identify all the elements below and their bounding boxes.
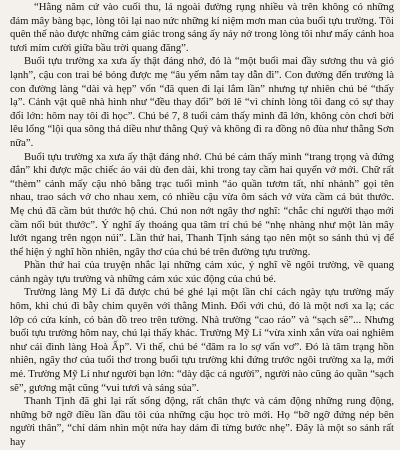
paragraph-2: Buổi tựu trường xa xưa ấy thật đáng nhớ, đó là “một buổi mai đầy sương thu và gió lạnh”, cậu con trai bé bỏng được mẹ “âu yếm nắm tay dẫn đi”. Con đường đến trường là con đường làng “dài và hẹp” vốn “đã quen đi lại lắm lần” nhưng tự nhiên chú bé “thấy lạ”. Cảnh vật quê nhà hình như “đều thay đổi” bởi lẽ “vì chính lòng tôi đang có sự thay đổi lớn: hôm nay tôi đi học”. Chú bé 7, 8 tuổi cảm thấy mình đã lớn, không còn chơi bời lêu lổng “lội qua sông thả diều như thằng Quý và không đi ra đồng nô đùa như thằng Sơn nữa”. [10,55,394,149]
paragraph-3: Buổi tựu trường xa xưa ấy thật đáng nhớ. Chú bé cảm thấy mình “trang trọng và đứng đắn” khi được mặc chiếc áo vải dù đen dài, khi trong tay cầm hai quyển vở mới. Chữ rất “thèm” cảnh mấy cậu nhỏ bằng trạc tuổi mình “áo quần tươm tất, nhí nhảnh” gọi tên nhau, trao sách vở cho nhau xem, có nhiều cậu vừa ôm sách vở vừa cầm cả bút thước. Mẹ chú đã cầm bút thước hộ chú. Chú non nớt ngây thơ nghĩ: “chắc chỉ người thạo mới cầm nổi bút thước”. Ý nghĩ ấy thoáng qua tâm trí chú bé “nhẹ nhàng như một làn mây lướt ngang trên ngọn núi”. Lần thứ hai, Thanh Tịnh sáng tạo nên một so sánh thú vị để thể hiện ý nghĩ hồn nhiên, ngây thơ của chú bé trên đường tựu trường. [10,150,394,258]
paragraph-4: Phần thứ hai của truyện nhắc lại những cảm xúc, ý nghĩ về ngôi trường, về quang cảnh ngày tựu trường và những cảm xúc xúc động của chú bé. [10,259,394,285]
paragraph-5: Trường làng Mỹ Lí đã được chú bé ghé lại một lần chỉ cách ngày tựu trường mấy hôm, khi chú đi bẫy chim quyên với thằng Minh. Đối với chú, đó là một nơi xa lạ; các lớp có cửa kính, có bàn đồ treo trên tường. Nhà trường “cao ráo” và “sạch sẽ”... Nhưng buổi tựu trường hôm nay, chú lại thấy khác. Trường Mỹ Lí “vừa xinh xắn vừa oai nghiêm như cái đình làng Hoà Ấp”. Vì thế, chú bé “đâm ra lo sợ vẩn vơ”. Đó là tâm trạng hồn nhiên, ngây thơ của tuổi thơ trong buổi tựu trường khi đứng trước ngôi trường xa lạ, mới mẻ. Trường Mỹ Lí như người bạn lớn: “dày dặc cả người”, người nào cũng áo quần “sạch sẽ”, gương mặt cũng “vui tươi và sáng sủa”. [10,286,395,394]
paragraph-1: “Hằng năm cứ vào cuối thu, lá ngoài đường rụng nhiều và trên không có những đám mây bàng bạc, lòng tôi lại nao nức những kỉ niệm mơn man của buổi tựu trường. Tôi quên thế nào được những cảm giác trong sáng ấy nảy nở trong lòng tôi như mấy cánh hoa tươi mỉm cười giữa bầu trời quang đãng”. [10,1,394,54]
paragraph-6: Thanh Tịnh đã ghi lại rất sống động, rất chân thực và cảm động những rung động, những bỡ ngỡ điều lần đầu tôi của những cậu học trò mới. Họ “bỡ ngỡ đứng nép bên người thân”, “chỉ dám nhìn một nửa hay dám đi từng bước nhẹ”. Đây là một so sánh rất hay [10,395,394,448]
